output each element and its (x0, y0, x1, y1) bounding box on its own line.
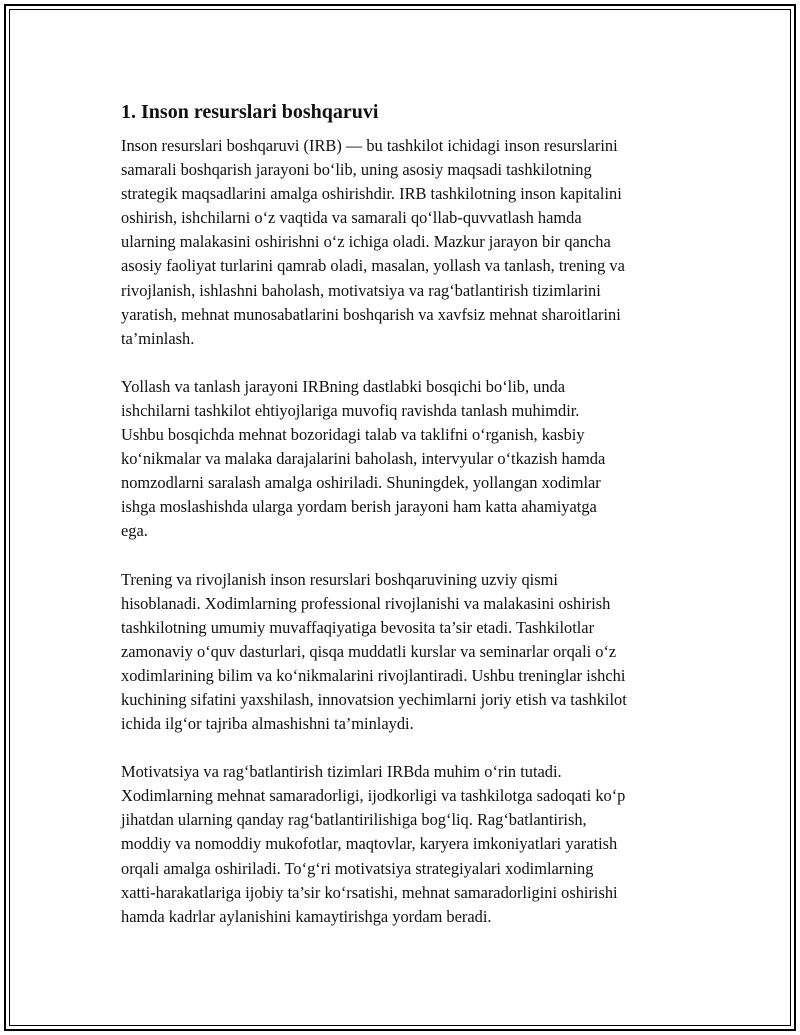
text-line: kuchining sifatini yaxshilash, innovatsion yechimlarni joriy etish va tashkilot (121, 689, 627, 709)
text-line: Yollash va tanlash jarayoni IRBning dastlabki bosqichi bo‘lib, unda (121, 376, 566, 396)
text-line: hisoblanadi. Xodimlarning professional rivojlanishi va malakasini oshirish (121, 593, 611, 613)
text-line: ta’minlash. (121, 328, 195, 348)
text-line: Inson resurslari boshqaruvi (IRB) — bu tashkilot ichidagi inson resurslarini (121, 136, 618, 155)
document-body (121, 98, 693, 953)
text-line: xodimlarining bilim va ko‘nikmalarini rivojlantiradi. Ushbu treninglar ishchi (121, 665, 626, 685)
text-line: asosiy faoliyat turlarini qamrab oladi, masalan, yollash va tanlash, trening va (121, 256, 625, 276)
text-line: moddiy va nomoddiy mukofotlar, maqtovlar, karyera imkoniyatlari yaratish (121, 834, 618, 854)
text-line: rivojlanish, ishlashni baholash, motivatsiya va rag‘batlantirish tizimlarini (121, 280, 601, 300)
paragraph-recruitment (121, 375, 693, 544)
paragraph-training (121, 568, 693, 737)
text-line: Motivatsiya va rag‘batlantirish tizimlari IRBda muhim o‘rin tutadi. (121, 762, 562, 782)
text-line: tashkilotning umumiy muvaffaqiyatiga bevosita ta’sir etadi. Tashkilotlar (121, 617, 595, 637)
text-line: ishga moslashishda ularga yordam berish jarayoni ham katta ahamiyatga (121, 497, 597, 517)
text-line: oshirish, ishchilarni o‘z vaqtida va samarali qo‘llab-quvvatlash hamda (121, 208, 582, 228)
section-heading: 1. Inson resurslari boshqaruvi (121, 101, 379, 123)
paragraph-intro (121, 134, 693, 351)
text-line: ularning malakasini oshirishni o‘z ichiga oladi. Mazkur jarayon bir qancha (121, 232, 611, 252)
text-line: Ushbu bosqichda mehnat bozoridagi talab va taklifni o‘rganish, kasbiy (121, 425, 585, 445)
text-line: hamda kadrlar aylanishini kamaytirishga yordam beradi. (121, 906, 492, 926)
text-line: zamonaviy o‘quv dasturlari, qisqa muddatli kurslar va seminarlar orqali o‘z (121, 641, 617, 661)
text-line: nomzodlarni saralash amalga oshiriladi. Shuningdek, yollangan xodimlar (121, 473, 601, 493)
text-line: strategik maqsadlarini amalga oshirishdir. IRB tashkilotning inson kapitalini (121, 184, 622, 204)
text-line: xatti-harakatlariga ijobiy ta’sir ko‘rsatishi, mehnat samaradorligini oshirishi (121, 882, 618, 902)
text-line: samarali boshqarish jarayoni bo‘lib, uning asosiy maqsadi tashkilotning (121, 160, 592, 180)
text-line: Trening va rivojlanish inson resurslari boshqaruvining uzviy qismi (121, 569, 558, 589)
text-line: ko‘nikmalar va malaka darajalarini baholash, intervyular o‘tkazish hamda (121, 449, 606, 469)
text-line: ega. (121, 521, 148, 541)
paragraph-motivation (121, 760, 693, 929)
text-line: ichida ilg‘or tajriba almashishni ta’minlaydi. (121, 714, 414, 734)
text-line: orqali amalga oshiriladi. To‘g‘ri motivatsiya strategiyalari xodimlarning (121, 858, 594, 878)
text-line: ishchilarni tashkilot ehtiyojlariga muvofiq ravishda tanlash muhimdir. (121, 400, 580, 420)
text-line: Xodimlarning mehnat samaradorligi, ijodkorligi va tashkilotga sadoqati ko‘p (121, 786, 626, 806)
text-line: yaratish, mehnat munosabatlarini boshqarish va xavfsiz mehnat sharoitlarini (121, 304, 621, 324)
text-line: jihatdan ularning qanday rag‘batlantirilishiga bog‘liq. Rag‘batlantirish, (121, 810, 587, 830)
page-frame (4, 4, 796, 1031)
